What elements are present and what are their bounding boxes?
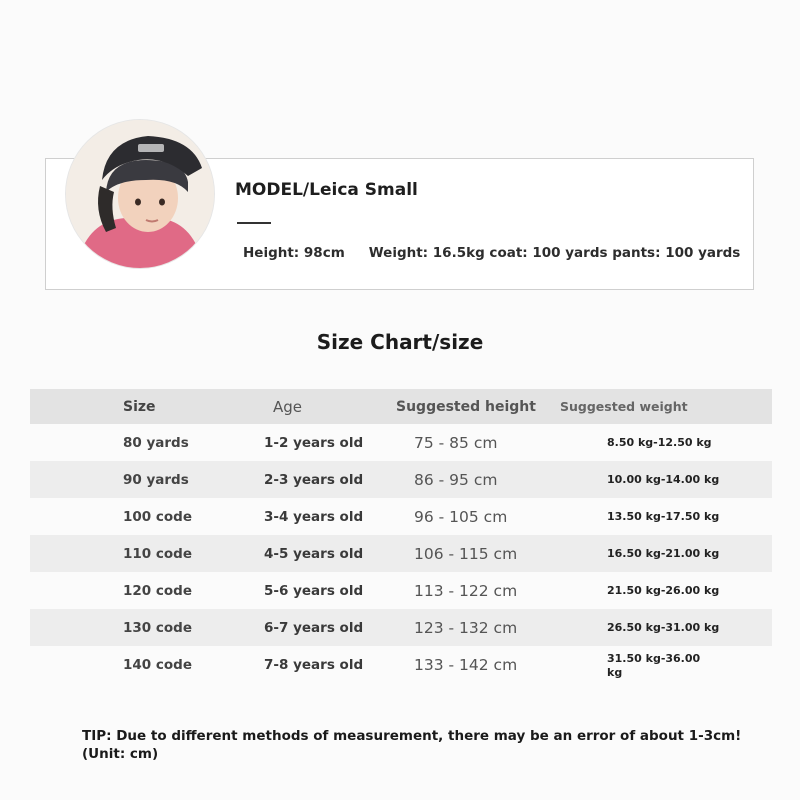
size-cell: 140 code	[123, 656, 192, 673]
height-cell: 113 - 122 cm	[414, 581, 518, 600]
title-divider	[237, 222, 271, 224]
header-age: Age	[273, 397, 303, 416]
weight-cell: 13.50 kg-17.50 kg	[607, 510, 720, 523]
table-row	[30, 498, 772, 535]
height-cell: 133 - 142 cm	[414, 655, 518, 674]
age-cell: 1-2 years old	[264, 434, 364, 451]
model-title: MODEL/Leica Small	[235, 180, 418, 200]
age-cell: 2-3 years old	[264, 471, 364, 488]
weight-cell: 8.50 kg-12.50 kg	[607, 436, 712, 449]
height-cell: 96 - 105 cm	[414, 507, 508, 526]
weight-cell: 16.50 kg-21.00 kg	[607, 547, 720, 560]
size-cell: 110 code	[123, 545, 192, 562]
weight-cell: 26.50 kg-31.00 kg	[607, 621, 720, 634]
size-table	[30, 389, 772, 683]
height-cell: 106 - 115 cm	[414, 544, 518, 563]
table-header-row	[30, 389, 772, 424]
header-suggested-weight: Suggested weight	[560, 399, 688, 414]
model-avatar	[66, 120, 214, 268]
height-cell: 75 - 85 cm	[414, 433, 498, 452]
measurement-tip: TIP: Due to different methods of measurement, there may be an error of about 1-3cm! (Unit: cm)	[82, 728, 742, 762]
age-cell: 4-5 years old	[264, 545, 364, 562]
weight-cell: 10.00 kg-14.00 kg	[607, 473, 720, 486]
model-stats	[243, 245, 740, 261]
table-row	[30, 535, 772, 572]
table-row	[30, 646, 772, 683]
size-chart-title: Size Chart/size	[316, 330, 484, 354]
model-weight: Weight: 16.5kg coat: 100 yards pants: 100 yards	[368, 245, 741, 261]
height-cell: 123 - 132 cm	[414, 618, 518, 637]
table-row	[30, 461, 772, 498]
size-cell: 130 code	[123, 619, 192, 636]
table-row	[30, 424, 772, 461]
table-row	[30, 609, 772, 646]
weight-cell: 31.50 kg-36.00 kg	[607, 652, 701, 679]
model-height: Height: 98cm	[243, 245, 345, 261]
size-cell: 120 code	[123, 582, 192, 599]
height-cell: 86 - 95 cm	[414, 470, 498, 489]
age-cell: 7-8 years old	[264, 656, 364, 673]
size-cell: 100 code	[123, 508, 192, 525]
header-suggested-height: Suggested height	[396, 398, 536, 415]
age-cell: 6-7 years old	[264, 619, 364, 636]
age-cell: 5-6 years old	[264, 582, 364, 599]
size-cell: 80 yards	[123, 434, 189, 451]
age-cell: 3-4 years old	[264, 508, 364, 525]
child-photo-icon	[66, 120, 214, 268]
header-size: Size	[123, 398, 156, 415]
weight-cell: 21.50 kg-26.00 kg	[607, 584, 720, 597]
table-row	[30, 572, 772, 609]
size-cell: 90 yards	[123, 471, 189, 488]
